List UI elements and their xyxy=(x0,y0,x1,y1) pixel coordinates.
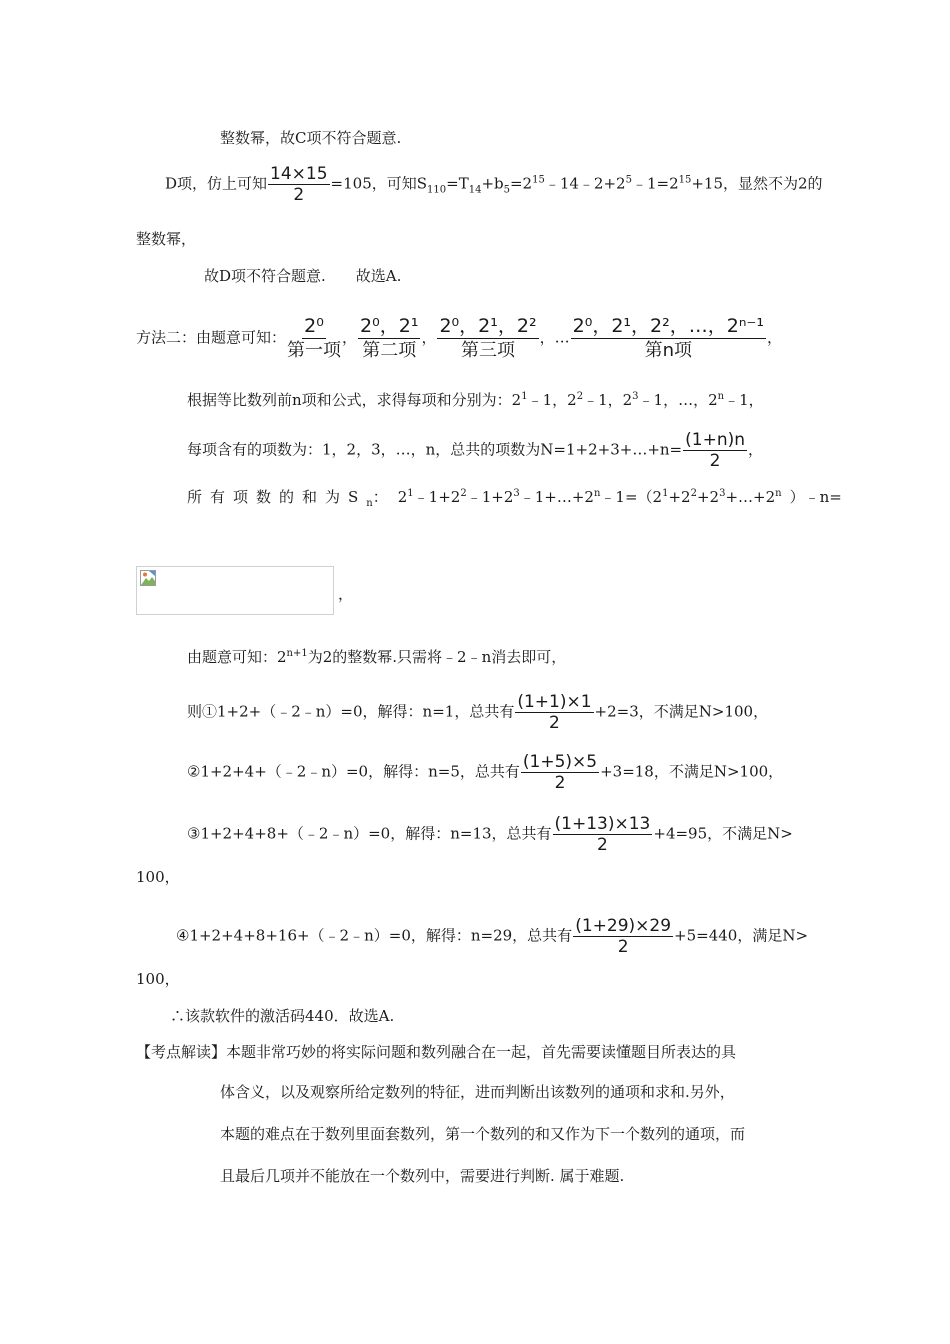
fraction xyxy=(515,692,593,733)
group-fraction-2 xyxy=(358,314,420,363)
text-line: 故D项不符合题意. 故选A. xyxy=(204,267,402,285)
superscript: 1 xyxy=(521,391,528,402)
fraction-denominator: 第n项 xyxy=(644,340,693,361)
kaodian-line: 【考点解读】本题非常巧妙的将实际问题和数列融合在一起，首先需要读懂题目所表达的具 xyxy=(136,1043,737,1061)
text-span: +4=95，不满足N> xyxy=(653,824,793,843)
fraction-numerator: (1+13)×13 xyxy=(554,814,651,834)
fraction xyxy=(521,752,599,793)
text-line: 100， xyxy=(136,868,180,886)
fraction-denominator: 2 xyxy=(617,937,629,957)
fraction-numerator: (1+n)n xyxy=(685,430,745,450)
superscript: n xyxy=(717,391,725,402)
superscript: 15 xyxy=(678,174,692,186)
fraction-denominator: 2 xyxy=(597,835,608,855)
fraction xyxy=(683,430,747,471)
text-span: 根据等比数列前n项和公式，求得每项和分别为：2 xyxy=(187,391,522,409)
text-line: ， xyxy=(338,585,354,603)
superscript: 5 xyxy=(625,174,632,186)
fraction-denominator: 第一项 xyxy=(287,340,342,361)
superscript: n+1 xyxy=(286,648,308,659)
text-span: ﹣1=2 xyxy=(631,174,679,193)
conclusion-line: ∴该款软件的激活码440．故选A. xyxy=(170,1007,395,1025)
fraction-numerator: 2⁰，2¹，2² xyxy=(439,315,537,337)
text-span: 每项含有的项数为：1，2，3，…，n，总共的项数为N=1+2+3+…+n= xyxy=(187,440,683,459)
superscript: 1 xyxy=(407,488,414,499)
text-span: ﹣1，2 xyxy=(527,391,577,409)
text-span: ﹣1=（2 xyxy=(600,488,663,506)
text-span: ﹣1+…+2 xyxy=(519,488,594,506)
text-line xyxy=(187,430,763,471)
subscript: 14 xyxy=(468,184,482,196)
fraction-numerator: (1+1)×1 xyxy=(517,692,592,712)
text-span: =2 xyxy=(509,174,533,193)
case-line-1 xyxy=(187,692,768,733)
text-span: 所有项数的和为S xyxy=(187,488,367,506)
subscript: n xyxy=(366,498,373,509)
text-span: ）﹣n= xyxy=(789,488,842,506)
text-span: ④1+2+4+8+16+（﹣2﹣n）=0，解得：n=29，总共有 xyxy=(176,926,573,945)
kaodian-line: 且最后几项并不能放在一个数列中，需要进行判断. 属于难题. xyxy=(220,1167,625,1185)
separator: ， xyxy=(421,328,437,347)
text-span: ③1+2+4+8+（﹣2﹣n）=0，解得：n=13，总共有 xyxy=(187,824,552,843)
text-span: +…+2 xyxy=(725,488,776,506)
case-line-2 xyxy=(187,752,783,793)
superscript: 2 xyxy=(576,391,584,402)
superscript: 3 xyxy=(513,488,520,499)
fraction-denominator: 2 xyxy=(293,185,305,205)
ellipsis: … xyxy=(554,328,570,347)
text-span: D项，仿上可知 xyxy=(165,174,268,193)
superscript: n xyxy=(593,488,601,499)
fraction-denominator: 2 xyxy=(549,713,560,733)
group-fraction-n xyxy=(571,314,766,363)
fraction-denominator: 第三项 xyxy=(461,340,516,361)
text-span: +2 xyxy=(668,488,691,506)
fraction-numerator: 2⁰，2¹ xyxy=(360,315,419,337)
text-span: ﹣1+2 xyxy=(413,488,461,506)
text-span: =T xyxy=(446,174,469,193)
text-span: =105，可知S xyxy=(330,174,428,193)
case-line-4 xyxy=(176,916,808,957)
text-span: 由题意可知：2 xyxy=(187,648,287,666)
text-span: 方法二：由题意可知： xyxy=(136,328,287,347)
superscript: 15 xyxy=(532,174,545,186)
separator: ， xyxy=(767,328,783,347)
text-span: +15，显然不为2的 xyxy=(691,174,823,193)
method-two-line xyxy=(136,314,782,363)
text-line xyxy=(187,644,566,667)
text-span: +b xyxy=(481,174,504,193)
fraction-denominator: 第二项 xyxy=(362,340,417,361)
fraction-denominator: 2 xyxy=(554,773,566,793)
text-span: ﹣1，2 xyxy=(583,391,633,409)
fraction-numerator: 2⁰，2¹，2²，…，2ⁿ⁻¹ xyxy=(572,315,765,337)
fraction-numerator: 2⁰ xyxy=(304,315,324,337)
text-span: ， xyxy=(748,440,764,459)
kaodian-line: 体含义，以及观察所给定数列的特征，进而判断出该数列的通项和求和.另外， xyxy=(220,1083,735,1101)
fraction xyxy=(268,164,330,205)
text-span: ②1+2+4+（﹣2﹣n）=0，解得：n=5，总共有 xyxy=(187,762,520,781)
kaodian-line: 本题的难点在于数列里面套数列，第一个数列的和又作为下一个数列的通项，而 xyxy=(220,1125,746,1143)
text-line: 100， xyxy=(136,970,180,988)
broken-image-icon xyxy=(140,570,156,586)
group-fraction-1 xyxy=(287,314,341,363)
text-span: 为2的整数幂.只需将﹣2﹣n消去即可， xyxy=(307,648,567,666)
text-line xyxy=(165,164,823,205)
text-span: +3=18，不满足N>100， xyxy=(600,762,784,781)
sum-line xyxy=(187,484,842,514)
text-span: +2=3，不满足N>100， xyxy=(594,702,769,721)
separator: ， xyxy=(539,328,555,347)
text-span: ﹣14﹣2+2 xyxy=(544,174,626,193)
text-span: ﹣1，…，2 xyxy=(638,391,718,409)
superscript: 1 xyxy=(662,488,669,499)
text-span: +5=440，满足N> xyxy=(674,926,809,945)
text-span: ﹣1， xyxy=(724,391,764,409)
fraction xyxy=(553,814,653,855)
case-line-3 xyxy=(187,814,793,855)
text-line xyxy=(187,387,764,410)
superscript: 3 xyxy=(632,391,639,402)
subscript: 5 xyxy=(503,184,510,196)
fraction-numerator: (1+29)×29 xyxy=(575,916,672,936)
fraction xyxy=(573,916,673,957)
text-span: 则①1+2+（﹣2﹣n）=0，解得：n=1，总共有 xyxy=(187,702,515,721)
text-span: 2 xyxy=(397,488,408,506)
text-line: 整数幂， xyxy=(136,230,197,248)
separator: ， xyxy=(342,328,358,347)
text-span: ： xyxy=(372,488,388,506)
fraction-numerator: 14×15 xyxy=(270,164,328,184)
superscript: 3 xyxy=(719,488,726,499)
group-fraction-3 xyxy=(437,314,538,363)
broken-image-placeholder xyxy=(136,566,334,615)
superscript: n xyxy=(775,488,782,499)
superscript: 2 xyxy=(460,488,467,499)
text-line: 整数幂，故C项不符合题意. xyxy=(220,129,402,147)
subscript: 110 xyxy=(427,184,447,196)
text-span: ﹣1+2 xyxy=(466,488,514,506)
text-span: +2 xyxy=(696,488,720,506)
fraction-denominator: 2 xyxy=(709,451,721,471)
fraction-numerator: (1+5)×5 xyxy=(522,752,598,772)
superscript: 2 xyxy=(690,488,697,499)
